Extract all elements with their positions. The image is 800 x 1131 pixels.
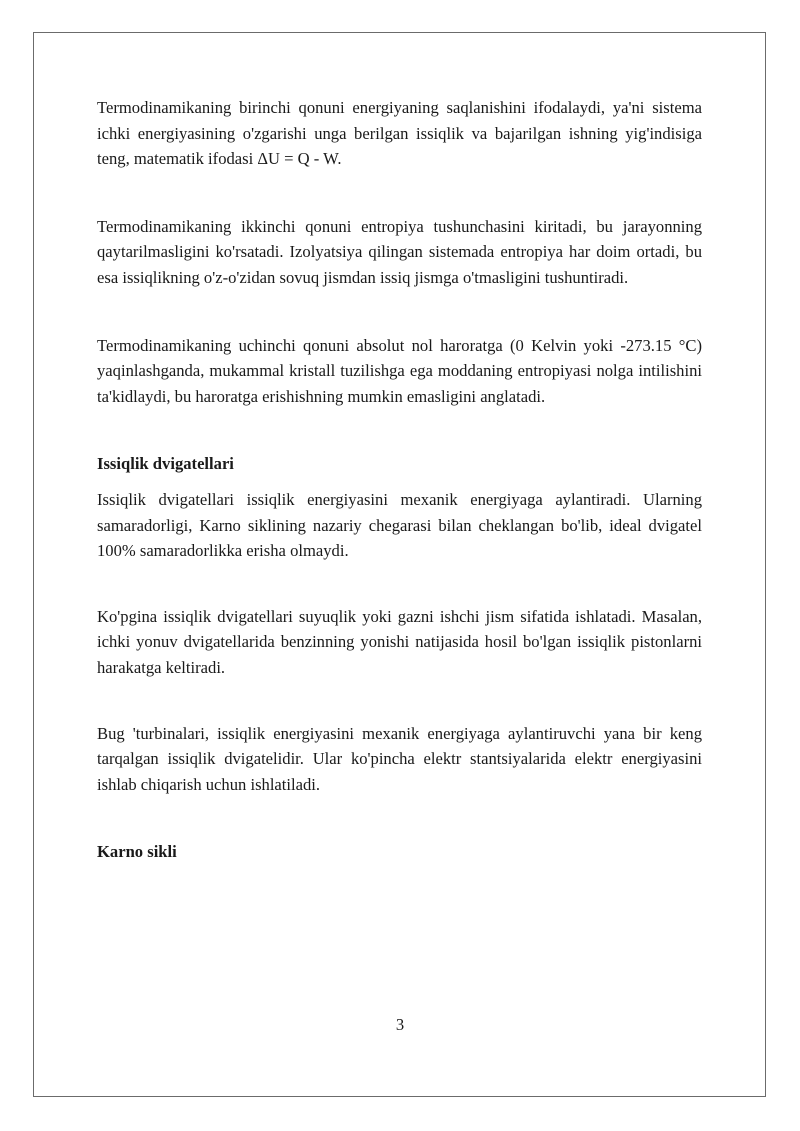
section-heading-carnot-cycle: Karno sikli [97,842,177,862]
paragraph-heat-engines-intro: Issiqlik dvigatellari issiqlik energiyasini mexanik energiyaga aylantiradi. Ularning samaradorligi, Karno siklining nazariy chegarasi bilan cheklangan bo'lib, ideal dvigatel 100% samaradorlikka erisha olmaydi. [97,489,702,561]
section-heading-heat-engines: Issiqlik dvigatellari [97,454,234,474]
page-content [97,95,702,865]
paragraph-working-fluid: Ko'pgina issiqlik dvigatellari suyuqlik yoki gazni ishchi jism sifatida ishlatadi. Masalan, ichki yonuv dvigatellarida benzinning yonishi natijasida hosil bo'lgan issiqlik pistonlarni harakatga keltiradi. [97,606,702,677]
paragraph-third-law: Termodinamikaning uchinchi qonuni absolut nol haroratga (0 Kelvin yoki -273.15 °C) yaqinlashganda, mukammal kristall tuzilishga ega moddaning entropiyasi nolga intilishini ta'kidlaydi, bu haroratga erishishning mumkin emasligini anglatadi. [97,335,702,406]
paragraph-second-law: Termodinamikaning ikkinchi qonuni entropiya tushunchasini kiritadi, bu jarayonning qaytarilmasligini ko'rsatadi. Izolyatsiya qilingan sistemada entropiya har doim ortadi, bu esa issiqlikning o'z-o'zidan sovuq jismdan issiq jismga o'tmasligini tushuntiradi. [97,216,702,287]
paragraph-first-law: Termodinamikaning birinchi qonuni energiyaning saqlanishini ifodalaydi, ya'ni sistema ichki energiyasining o'zgarishi unga berilgan issiqlik va bajarilgan ishning yig'indisiga teng, matematik ifodasi ΔU = Q - W. [97,98,702,169]
page-number: 3 [395,1015,405,1034]
paragraph-steam-turbines: Bug 'turbinalari, issiqlik energiyasini mexanik energiyaga aylantiruvchi yana bir keng tarqalgan issiqlik dvigatelidir. Ular ko'pincha elektr stantsiyalarida elektr energiyasini ishlab chiqarish uchun ishlatiladi. [97,723,702,794]
